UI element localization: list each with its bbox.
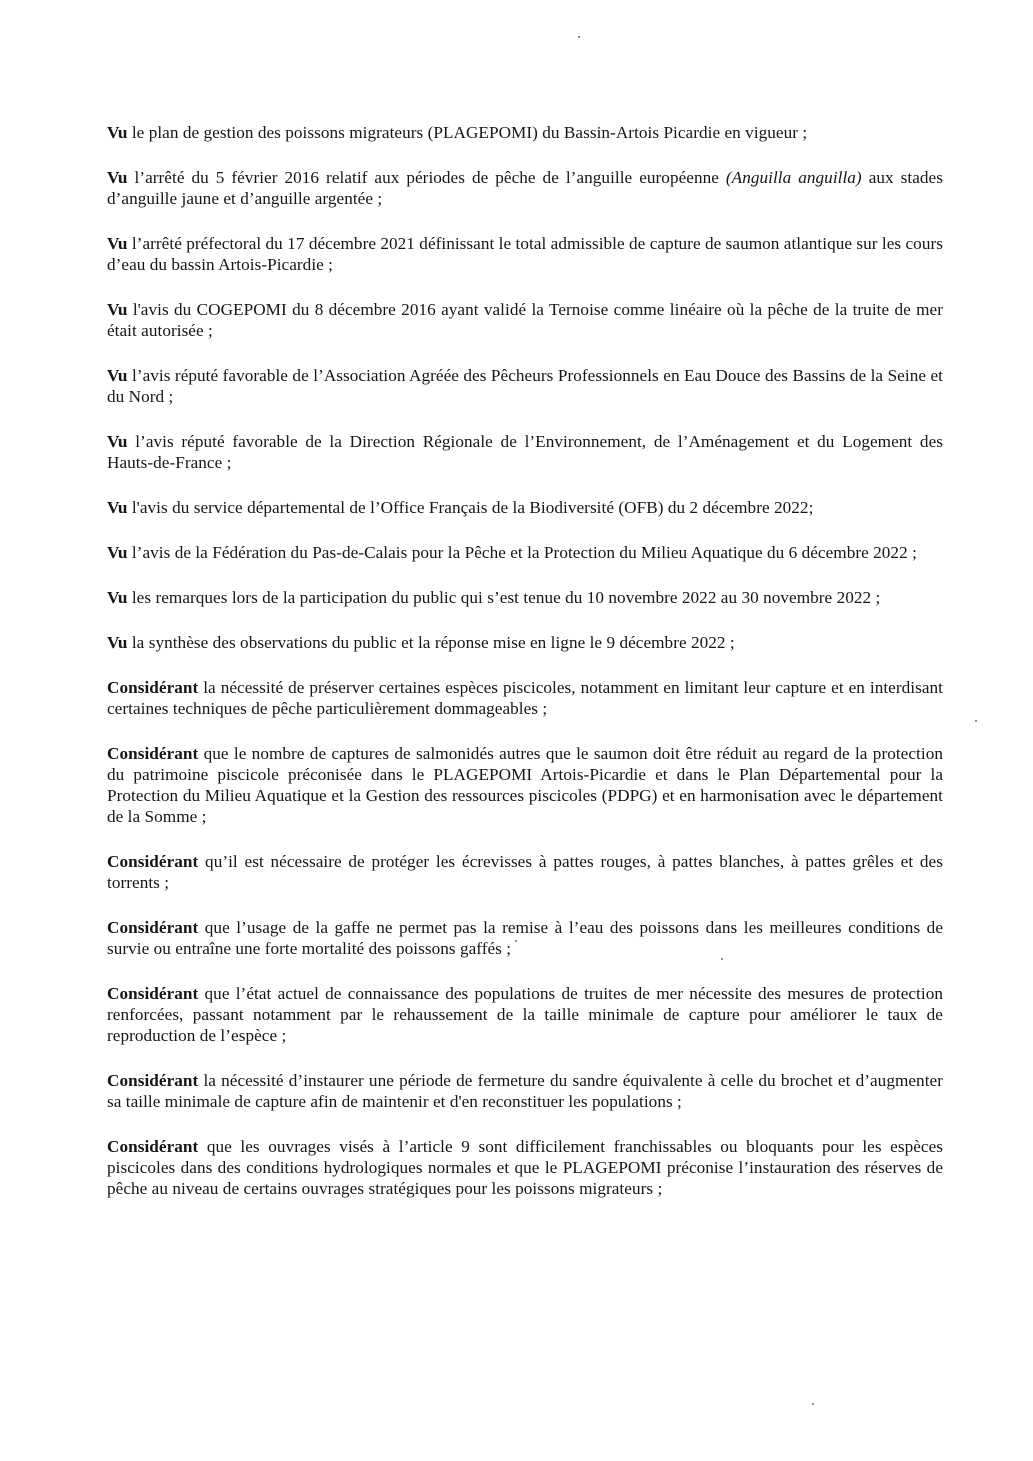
paragraph-lead: Vu: [107, 300, 128, 319]
scan-speck: [578, 36, 580, 38]
paragraph-text: la nécessité d’instaurer une période de fermeture du sandre équivalente à celle du brochet et d’augmenter sa taille minimale de capture afin de maintenir et d'en reconstituer les populations ;: [107, 1071, 943, 1111]
scan-speck: [975, 720, 977, 722]
paragraph-text: l'avis du COGEPOMI du 8 décembre 2016 ayant validé la Ternoise comme linéaire où la pêche de la truite de mer était autorisée ;: [107, 300, 943, 340]
paragraph-text: l’arrêté du 5 février 2016 relatif aux périodes de pêche de l’anguille européenne: [134, 168, 719, 187]
paragraph-lead: Considérant: [107, 678, 199, 697]
paragraph-text: la synthèse des observations du public et la réponse mise en ligne le 9 décembre 2022 ;: [131, 633, 735, 652]
paragraph-lead: Considérant: [107, 984, 199, 1003]
paragraph-considerant-ecrevisses: [107, 851, 943, 893]
paragraph-vu-arrete-anguille: [107, 167, 943, 209]
paragraph-lead: Considérant: [107, 1137, 199, 1156]
paragraph-lead: Vu: [107, 588, 128, 607]
paragraph-vu-cogepomi: [107, 299, 943, 341]
paragraph-text: l’avis réputé favorable de la Direction Régionale de l’Environnement, de l’Aménagement et du Logement des Hauts-de-France ;: [107, 432, 943, 472]
paragraph-lead: Vu: [107, 234, 128, 253]
paragraph-vu-association: [107, 365, 943, 407]
paragraph-text: le plan de gestion des poissons migrateurs (PLAGEPOMI) du Bassin-Artois Picardie en vigueur ;: [131, 123, 808, 142]
paragraph-vu-arrete-saumon: [107, 233, 943, 275]
paragraph-lead: Considérant: [107, 918, 199, 937]
paragraph-considerant-gaffe: [107, 917, 943, 959]
paragraph-lead: Vu: [107, 168, 128, 187]
paragraph-considerant-salmonides: [107, 743, 943, 827]
species-name: (Anguilla anguilla): [725, 168, 862, 187]
paragraph-text: la nécessité de préserver certaines espèces piscicoles, notamment en limitant leur capture et en interdisant certaines techniques de pêche particulièrement dommageables ;: [107, 678, 943, 718]
paragraph-lead: Vu: [107, 432, 128, 451]
document-body: [107, 122, 943, 1199]
paragraph-lead: Vu: [107, 498, 128, 517]
paragraph-lead: Vu: [107, 123, 128, 142]
paragraph-vu-federation: [107, 542, 943, 563]
paragraph-text: que les ouvrages visés à l’article 9 sont difficilement franchissables ou bloquants pour les espèces piscicoles dans des conditions hydrologiques normales et que le PLAGEPOMI préconise l’instauration des réserves de pêche au niveau de certains ouvrages stratégiques pour les poissons migrateurs ;: [107, 1137, 943, 1198]
paragraph-text: que l’usage de la gaffe ne permet pas la remise à l’eau des poissons dans les meilleures conditions de survie ou entraîne une forte mortalité des poissons gaffés ;: [107, 918, 943, 958]
paragraph-text-continued: aux stades d’anguille jaune et d’anguille argentée ;: [107, 168, 943, 208]
paragraph-text: que l’état actuel de connaissance des populations de truites de mer nécessite des mesures de protection renforcées, passant notamment par le rehaussement de la taille minimale de capture pour améliorer le taux de reproduction de l’espèce ;: [107, 984, 943, 1045]
paragraph-considerant-truites: [107, 983, 943, 1046]
paragraph-lead: Vu: [107, 633, 128, 652]
paragraph-vu-remarques: [107, 587, 943, 608]
paragraph-text: les remarques lors de la participation du public qui s’est tenue du 10 novembre 2022 au 30 novembre 2022 ;: [131, 588, 881, 607]
paragraph-vu-dreal: [107, 431, 943, 473]
paragraph-text: l’arrêté préfectoral du 17 décembre 2021 définissant le total admissible de capture de saumon atlantique sur les cours d’eau du bassin Artois-Picardie ;: [107, 234, 943, 274]
paragraph-text: l'avis du service départemental de l’Office Français de la Biodiversité (OFB) du 2 décembre 2022;: [131, 498, 814, 517]
paragraph-text: que le nombre de captures de salmonidés autres que le saumon doit être réduit au regard de la protection du patrimoine piscicole préconisée dans le PLAGEPOMI Artois-Picardie et dans le Plan Départemental pour la Protection du Milieu Aquatique et la Gestion des ressources piscicoles (PDPG) et en harmonisation avec le département de la Somme ;: [107, 744, 943, 826]
paragraph-text: l’avis réputé favorable de l’Association Agréée des Pêcheurs Professionnels en Eau Douce des Bassins de la Seine et du Nord ;: [107, 366, 943, 406]
paragraph-lead: Vu: [107, 366, 128, 385]
paragraph-considerant-especes: [107, 677, 943, 719]
paragraph-considerant-ouvrages: [107, 1136, 943, 1199]
paragraph-lead: Considérant: [107, 852, 199, 871]
paragraph-lead: Considérant: [107, 744, 199, 763]
paragraph-considerant-sandre: [107, 1070, 943, 1112]
paragraph-vu-ofb: [107, 497, 943, 518]
paragraph-vu-plagepomi: [107, 122, 943, 143]
paragraph-lead: Considérant: [107, 1071, 199, 1090]
scan-speck: [812, 1403, 814, 1405]
paragraph-text: l’avis de la Fédération du Pas-de-Calais pour la Pêche et la Protection du Milieu Aquatique du 6 décembre 2022 ;: [131, 543, 917, 562]
paragraph-text: qu’il est nécessaire de protéger les écrevisses à pattes rouges, à pattes blanches, à pattes grêles et des torrents ;: [107, 852, 943, 892]
paragraph-lead: Vu: [107, 543, 128, 562]
paragraph-vu-synthese: [107, 632, 943, 653]
